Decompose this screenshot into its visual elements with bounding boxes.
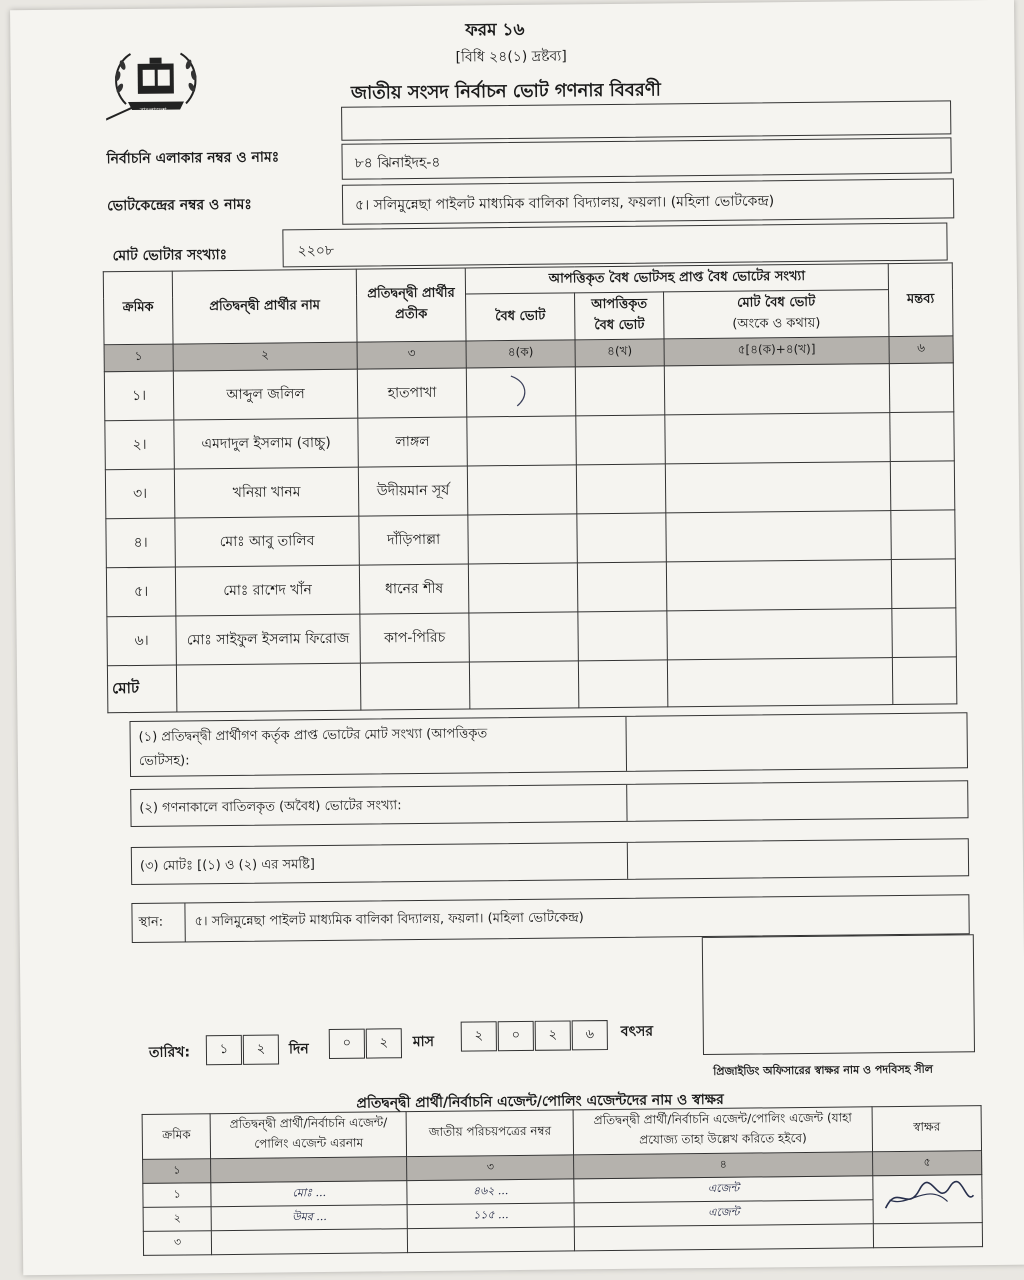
candidate-symbol: দাঁড়িপাল্লা	[359, 515, 469, 565]
center-box	[342, 178, 954, 224]
total-votes-cell[interactable]	[667, 609, 893, 660]
agent-signature-cell[interactable]	[873, 1175, 982, 1224]
header-vote-group: আপত্তিকৃত বৈধ ভোটসহ প্রাপ্ত বৈধ ভোটের সংখ্যা	[465, 264, 888, 294]
place-value: ৫। সলিমুন্নেছা পাইলট মাধ্যমিক বালিকা বিদ্যালয়, ফয়লা। (মহিলা ভোটকেন্দ্র)	[194, 910, 584, 930]
candidate-symbol: লাঙ্গল	[358, 417, 468, 467]
header-total-valid	[664, 290, 889, 339]
total-label: মোট	[107, 665, 176, 713]
total-votes-cell[interactable]	[666, 560, 892, 611]
remarks-cell[interactable]	[891, 559, 956, 609]
valid-votes-cell[interactable]	[467, 465, 577, 515]
candidate-serial: ৩।	[105, 469, 175, 519]
summary-line-1: (১) প্রতিদ্বন্দ্বী প্রার্থীগণ কর্তৃক প্রাপ্ত ভোটের মোট সংখ্যা (আপত্তিকৃত	[138, 726, 488, 745]
col-index: ৪(ক)	[466, 340, 575, 368]
header-total-valid-label: মোট বৈধ ভোট	[737, 294, 816, 311]
top-blank-box	[341, 100, 951, 140]
agent-name[interactable]: মোঃ ...	[211, 1181, 407, 1207]
objected-votes-cell[interactable]	[576, 415, 666, 465]
remarks-cell[interactable]	[890, 412, 955, 462]
date-year-digit[interactable]: ২	[535, 1020, 571, 1050]
total-empty	[176, 663, 360, 712]
candidate-name: মোঃ আবু তালিব	[175, 516, 360, 567]
remarks-cell[interactable]	[890, 461, 955, 511]
form-number: ফরম ১৬	[465, 19, 525, 41]
agent-name[interactable]	[212, 1229, 408, 1255]
pen-mark	[501, 372, 541, 408]
table-row	[105, 461, 954, 519]
col-index: ২	[173, 342, 357, 371]
date-year-digit[interactable]: ০	[498, 1021, 534, 1051]
total-row	[107, 657, 956, 713]
objected-votes-cell[interactable]	[575, 366, 665, 416]
header-objected-votes: আপত্তিকৃত বৈধ ভোট	[575, 292, 664, 340]
table-row	[107, 608, 956, 666]
total-objected-cell[interactable]	[578, 660, 667, 708]
agent-serial: ১	[143, 1183, 212, 1208]
summary-divider	[625, 717, 627, 771]
year-label: বৎসর	[620, 1023, 654, 1040]
date-month-digit[interactable]: ০	[329, 1029, 365, 1059]
header-valid-votes: বৈধ ভোট	[466, 293, 575, 341]
constituency-label: নির্বাচনি এলাকার নম্বর ও নামঃ	[106, 149, 280, 168]
agent-header-nid: জাতীয় পরিচয়পত্রের নম্বর	[406, 1110, 573, 1157]
table-row	[104, 363, 953, 421]
constituency-box	[341, 137, 951, 179]
agent-col-index	[211, 1157, 407, 1183]
summary-total-votes	[129, 712, 968, 777]
agent-col-index: ৩	[407, 1155, 574, 1181]
total-votes-cell[interactable]	[664, 364, 890, 415]
candidate-name: আব্দুল জলিল	[173, 369, 358, 420]
candidate-name: মোঃ রাশেদ খাঁন	[175, 565, 360, 616]
agent-col-index: ৪	[574, 1152, 873, 1179]
header-serial: ক্রমিক	[103, 271, 173, 345]
date-year-digit[interactable]: ৬	[572, 1020, 608, 1050]
form-sheet	[10, 0, 1024, 1275]
agent-serial: ৩	[143, 1231, 212, 1256]
agent-role[interactable]: এজেন্ট	[574, 1200, 873, 1227]
summary-line-1b: ভোটসহ):	[138, 753, 190, 769]
valid-votes-cell[interactable]	[468, 563, 578, 613]
candidate-symbol: ধানের শীষ	[359, 564, 469, 614]
summary-line-2: (২) গণনাকালে বাতিলকৃত (অবৈধ) ভোটের সংখ্যা:	[139, 798, 402, 816]
date-label: তারিখ:	[148, 1044, 191, 1061]
center-label: ভোটকেন্দ্রের নম্বর ও নামঃ	[107, 196, 252, 215]
candidate-serial: ৪।	[106, 518, 176, 568]
candidate-symbol: হাতপাখা	[357, 368, 467, 418]
candidate-name: খনিয়া খানম	[174, 467, 359, 518]
objected-votes-cell[interactable]	[577, 562, 667, 612]
total-votes-cell[interactable]	[665, 462, 891, 513]
summary-divider	[627, 843, 628, 879]
day-label: দিন	[288, 1041, 309, 1058]
agent-header-serial: ক্রমিক	[142, 1114, 211, 1160]
remarks-cell[interactable]	[891, 510, 956, 560]
total-valid-cell[interactable]	[469, 661, 578, 709]
place-label: স্থান:	[138, 914, 164, 930]
candidate-symbol: উদীয়মান সূর্য	[358, 466, 468, 516]
agents-table	[142, 1105, 983, 1256]
agent-nid[interactable]	[408, 1227, 575, 1253]
presiding-officer-seal-box[interactable]	[702, 934, 975, 1055]
agent-sign[interactable]	[873, 1223, 982, 1248]
agent-header-sign: স্বাক্ষর	[872, 1106, 981, 1152]
col-index: ৩	[357, 341, 466, 369]
col-index: ৪(খ)	[575, 339, 664, 367]
constituency-value: ৮৪ ঝিনাইদহ-৪	[354, 154, 441, 172]
candidate-serial: ২।	[105, 420, 175, 470]
agent-role[interactable]: এজেন্ট	[574, 1176, 873, 1203]
date-day-digit[interactable]: ২	[243, 1034, 279, 1064]
voters-box	[282, 222, 947, 267]
voters-label: মোট ভোটার সংখ্যাঃ	[112, 246, 228, 265]
place-divider	[184, 903, 185, 941]
agent-name[interactable]: উমর ...	[211, 1205, 407, 1231]
header-total-valid-sub: (অংকে ও কথায়)	[732, 315, 821, 332]
summary-grand-total	[131, 838, 969, 885]
candidate-name: এমদাদুল ইসলাম (বাচ্চু)	[174, 418, 359, 469]
date-month-digit[interactable]: ২	[366, 1028, 402, 1058]
col-index: ৬	[889, 336, 953, 364]
candidate-serial: ৬।	[107, 616, 177, 666]
valid-votes-cell[interactable]	[467, 416, 577, 466]
valid-votes-cell[interactable]	[468, 514, 578, 564]
summary-rejected-votes	[130, 780, 968, 827]
candidate-serial: ৫।	[106, 567, 176, 617]
agent-header-role: প্রতিদ্বন্দ্বী প্রার্থী/নির্বাচনি এজেন্ট/পোলিং এজেন্ট (যাহা প্রযোজ্য তাহা উল্লেখ করিতে হইবে)	[573, 1107, 872, 1155]
candidate-name: মোঃ সাইফুল ইসলাম ফিরোজ	[176, 614, 361, 665]
candidate-serial: ১।	[104, 371, 174, 421]
objected-votes-cell[interactable]	[577, 513, 667, 563]
total-votes-cell[interactable]	[665, 413, 891, 464]
header-symbol: প্রতিদ্বন্দ্বী প্রার্থীর প্রতীক	[356, 268, 466, 342]
date-day-digit[interactable]: ১	[206, 1035, 242, 1065]
table-row	[106, 510, 955, 568]
remarks-cell[interactable]	[892, 608, 957, 658]
total-sum-cell[interactable]	[667, 658, 892, 707]
vote-count-table	[103, 262, 958, 713]
table-row	[105, 412, 954, 470]
header-remarks: মন্তব্য	[888, 263, 953, 337]
agent-role[interactable]	[574, 1224, 873, 1251]
seal-caption: প্রিজাইডিং অফিসারের স্বাক্ষর নাম ও পদবিসহ সীল	[713, 1062, 933, 1078]
center-value: ৫। সলিমুন্নেছা পাইলট মাধ্যমিক বালিকা বিদ্যালয়, ফয়লা। (মহিলা ভোটকেন্দ্র)	[355, 193, 775, 214]
valid-votes-cell[interactable]	[466, 367, 576, 417]
col-index: ৫[৪(ক)+৪(খ)]	[664, 337, 889, 366]
total-votes-cell[interactable]	[666, 511, 892, 562]
logo-caption: বাংলাদেশ	[139, 106, 167, 115]
total-remarks-cell[interactable]	[892, 657, 956, 705]
handwritten-signature	[877, 1177, 977, 1218]
total-empty	[360, 662, 469, 710]
rule-reference: [বিধি ২৪(১) দ্রষ্টব্য]	[455, 48, 567, 66]
table-row	[106, 559, 955, 617]
month-label: মাস	[412, 1033, 435, 1051]
agent-header-name: প্রতিদ্বন্দ্বী প্রার্থী/নির্বাচনি এজেন্ট/পোলিং এজেন্ট এরনাম	[210, 1112, 406, 1159]
objected-votes-cell[interactable]	[578, 611, 668, 661]
header-candidate-name: প্রতিদ্বন্দ্বী প্রার্থীর নাম	[172, 269, 357, 344]
summary-line-3: (৩) মোটঃ [(১) ও (২) এর সমষ্টি]	[139, 857, 315, 874]
objected-votes-cell[interactable]	[576, 464, 666, 514]
agent-col-index: ৫	[873, 1151, 982, 1176]
agent-serial: ২	[143, 1207, 212, 1232]
form-title: জাতীয় সংসদ নির্বাচন ভোট গণনার বিবরণী	[350, 79, 661, 104]
summary-divider	[626, 785, 627, 821]
remarks-cell[interactable]	[889, 363, 954, 413]
date-year-digit[interactable]: ২	[461, 1021, 497, 1051]
valid-votes-cell[interactable]	[469, 612, 579, 662]
col-index: ১	[104, 344, 173, 372]
agents-title: প্রতিদ্বন্দ্বী প্রার্থী/নির্বাচনি এজেন্ট/পোলিং এজেন্টদের নাম ও স্বাক্ষর	[356, 1091, 724, 1112]
agent-col-index: ১	[143, 1159, 212, 1184]
candidate-symbol: কাপ-পিরিচ	[360, 613, 470, 663]
voters-value: ২২০৮	[297, 242, 335, 260]
agent-nid[interactable]: ৪৬২ ...	[407, 1179, 574, 1205]
agent-nid[interactable]: ১১৫ ...	[407, 1203, 574, 1229]
